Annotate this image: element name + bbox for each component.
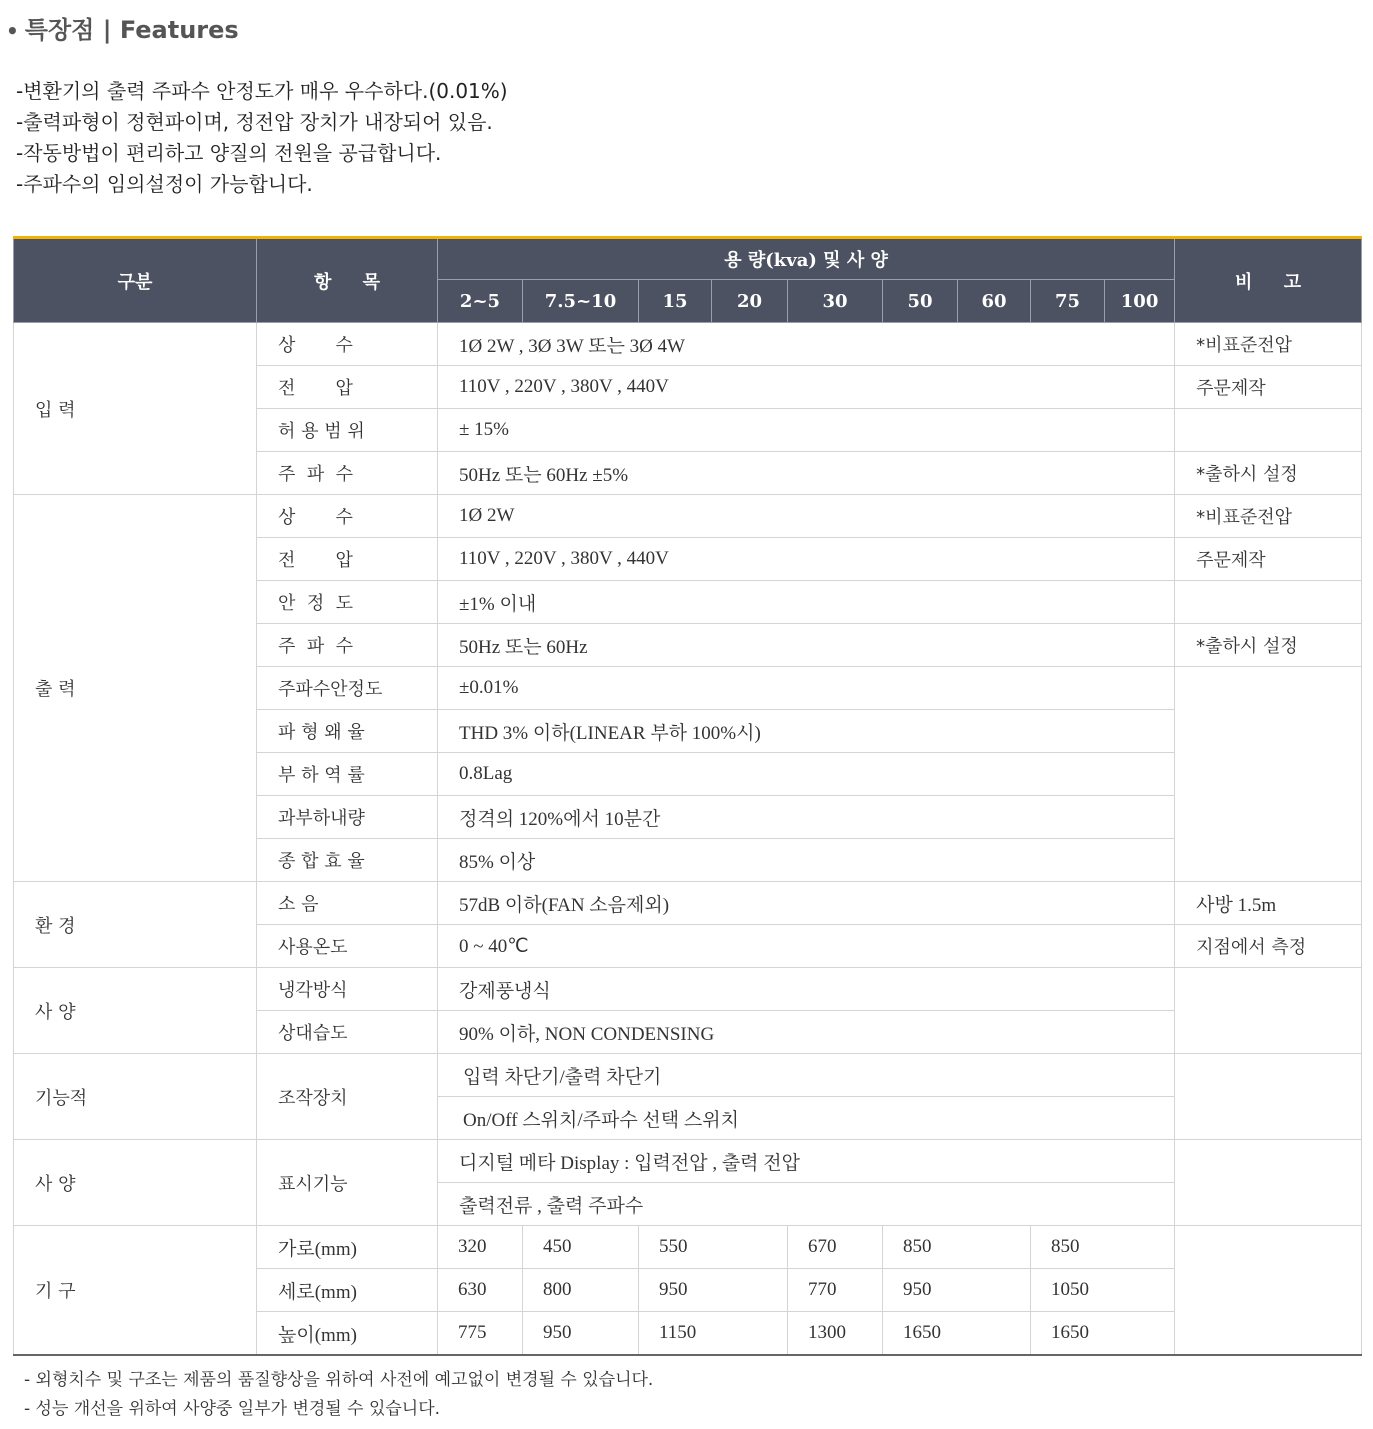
heading-title: 특장점 | Features [24,16,239,44]
item-cell: 주 파 수 [257,452,438,495]
feature-item: -작동방법이 편리하고 양질의 전원을 공급합니다. [16,141,442,165]
table-row [14,1140,1362,1183]
feature-item: -주파수의 임의설정이 가능합니다. [16,172,313,196]
dimension-cell: 775 [438,1312,523,1356]
capacity-header: 60 [958,280,1031,323]
dimension-cell: 450 [523,1226,639,1269]
item-cell: 가로(mm) [257,1226,438,1269]
dimension-cell: 800 [523,1269,639,1312]
capacity-header: 15 [639,280,712,323]
table-row [14,1054,1362,1097]
table-row [14,495,1362,538]
item-cell: 냉각방식 [257,968,438,1011]
dimension-cell: 950 [639,1269,788,1312]
value-cell: 디지털 메타 Display : 입력전압 , 출력 전압 [438,1140,1175,1183]
capacity-header: 20 [712,280,788,323]
item-cell: 소 음 [257,882,438,925]
item-cell: 전 압 [257,538,438,581]
value-cell: 85% 이상 [438,839,1175,882]
dimension-cell: 770 [788,1269,883,1312]
value-cell: 0.8Lag [438,753,1175,796]
value-cell: 0 ~ 40℃ [438,925,1175,968]
value-cell: ±0.01% [438,667,1175,710]
category-cell: 출 력 [14,495,257,882]
dimension-cell: 850 [1031,1226,1175,1269]
value-cell: ±1% 이내 [438,581,1175,624]
category-cell: 입 력 [14,323,257,495]
item-cell: 상대습도 [257,1011,438,1054]
table-row [14,968,1362,1011]
remark-cell [1175,581,1362,624]
item-cell: 과부하내량 [257,796,438,839]
category-cell: 환 경 [14,882,257,968]
value-cell: 정격의 120%에서 10분간 [438,796,1175,839]
item-cell: 표시기능 [257,1140,438,1226]
remark-cell: 지점에서 측정 [1175,925,1362,968]
category-cell: 사 양 [14,968,257,1054]
capacity-header: 30 [788,280,883,323]
remark-cell: *출하시 설정 [1175,624,1362,667]
footnotes [24,1366,653,1424]
capacity-header: 100 [1105,280,1175,323]
remark-cell [1175,409,1362,452]
item-cell: 부 하 역 률 [257,753,438,796]
header-item: 항 목 [257,238,438,323]
value-cell: 57dB 이하(FAN 소음제외) [438,882,1175,925]
header-category: 구분 [14,238,257,323]
dimension-cell: 950 [523,1312,639,1356]
value-cell: 50Hz 또는 60Hz [438,624,1175,667]
value-cell: On/Off 스위치/주파수 선택 스위치 [438,1097,1175,1140]
item-cell: 사용온도 [257,925,438,968]
header-capacity: 용 량(kva) 및 사 양 [438,238,1175,280]
footnote: - 외형치수 및 구조는 제품의 품질향상을 위하여 사전에 예고없이 변경될 수 있습니다. [24,1370,654,1390]
category-cell: 기능적 [14,1054,257,1140]
remark-cell: 주문제작 [1175,366,1362,409]
remark-cell [1175,1054,1362,1140]
remark-cell: *출하시 설정 [1175,452,1362,495]
remark-cell: *비표준전압 [1175,323,1362,366]
header-remarks: 비 고 [1175,238,1362,323]
capacity-header: 7.5~10 [523,280,639,323]
feature-item: -출력파형이 정현파이며, 정전압 장치가 내장되어 있음. [16,110,493,134]
remark-cell [1175,968,1362,1054]
capacity-header: 50 [883,280,958,323]
dimension-cell: 1050 [1031,1269,1175,1312]
category-cell: 사 양 [14,1140,257,1226]
item-cell: 안 정 도 [257,581,438,624]
value-cell: ± 15% [438,409,1175,452]
table-row [14,323,1362,366]
item-cell: 상 수 [257,495,438,538]
item-cell: 주 파 수 [257,624,438,667]
dimension-cell: 950 [883,1269,1031,1312]
footnote: - 성능 개선을 위하여 사양중 일부가 변경될 수 있습니다. [24,1399,441,1419]
item-cell: 세로(mm) [257,1269,438,1312]
item-cell: 높이(mm) [257,1312,438,1356]
dimension-cell: 1150 [639,1312,788,1356]
item-cell: 조작장치 [257,1054,438,1140]
item-cell: 주파수안정도 [257,667,438,710]
dimension-cell: 670 [788,1226,883,1269]
feature-item: -변환기의 출력 주파수 안정도가 매우 우수하다.(0.01%) [16,79,508,103]
remark-cell [1175,667,1362,882]
item-cell: 상 수 [257,323,438,366]
capacity-header: 2~5 [438,280,523,323]
remark-cell [1175,1140,1362,1226]
section-heading [6,10,239,45]
remark-cell: *비표준전압 [1175,495,1362,538]
capacity-header: 75 [1031,280,1105,323]
value-cell: 입력 차단기/출력 차단기 [438,1054,1175,1097]
value-cell: 90% 이하, NON CONDENSING [438,1011,1175,1054]
spec-table [13,236,1362,1356]
heading-bullet: • [6,19,19,43]
remark-cell: 주문제작 [1175,538,1362,581]
dimension-cell: 1300 [788,1312,883,1356]
item-cell: 허 용 범 위 [257,409,438,452]
feature-list [16,76,508,200]
value-cell: 110V , 220V , 380V , 440V [438,538,1175,581]
value-cell: THD 3% 이하(LINEAR 부하 100%시) [438,710,1175,753]
value-cell: 50Hz 또는 60Hz ±5% [438,452,1175,495]
value-cell: 출력전류 , 출력 주파수 [438,1183,1175,1226]
category-cell: 기 구 [14,1226,257,1356]
dimension-cell: 630 [438,1269,523,1312]
table-row [14,882,1362,925]
item-cell: 파 형 왜 율 [257,710,438,753]
value-cell: 강제풍냉식 [438,968,1175,1011]
dimension-cell: 850 [883,1226,1031,1269]
remark-cell [1175,1226,1362,1356]
remark-cell: 사방 1.5m [1175,882,1362,925]
item-cell: 종 합 효 율 [257,839,438,882]
dimension-cell: 550 [639,1226,788,1269]
value-cell: 110V , 220V , 380V , 440V [438,366,1175,409]
value-cell: 1Ø 2W , 3Ø 3W 또는 3Ø 4W [438,323,1175,366]
value-cell: 1Ø 2W [438,495,1175,538]
dimension-cell: 320 [438,1226,523,1269]
spec-table-wrapper [13,236,1361,1356]
dimension-cell: 1650 [883,1312,1031,1356]
dimension-cell: 1650 [1031,1312,1175,1356]
item-cell: 전 압 [257,366,438,409]
table-row [14,1226,1362,1269]
